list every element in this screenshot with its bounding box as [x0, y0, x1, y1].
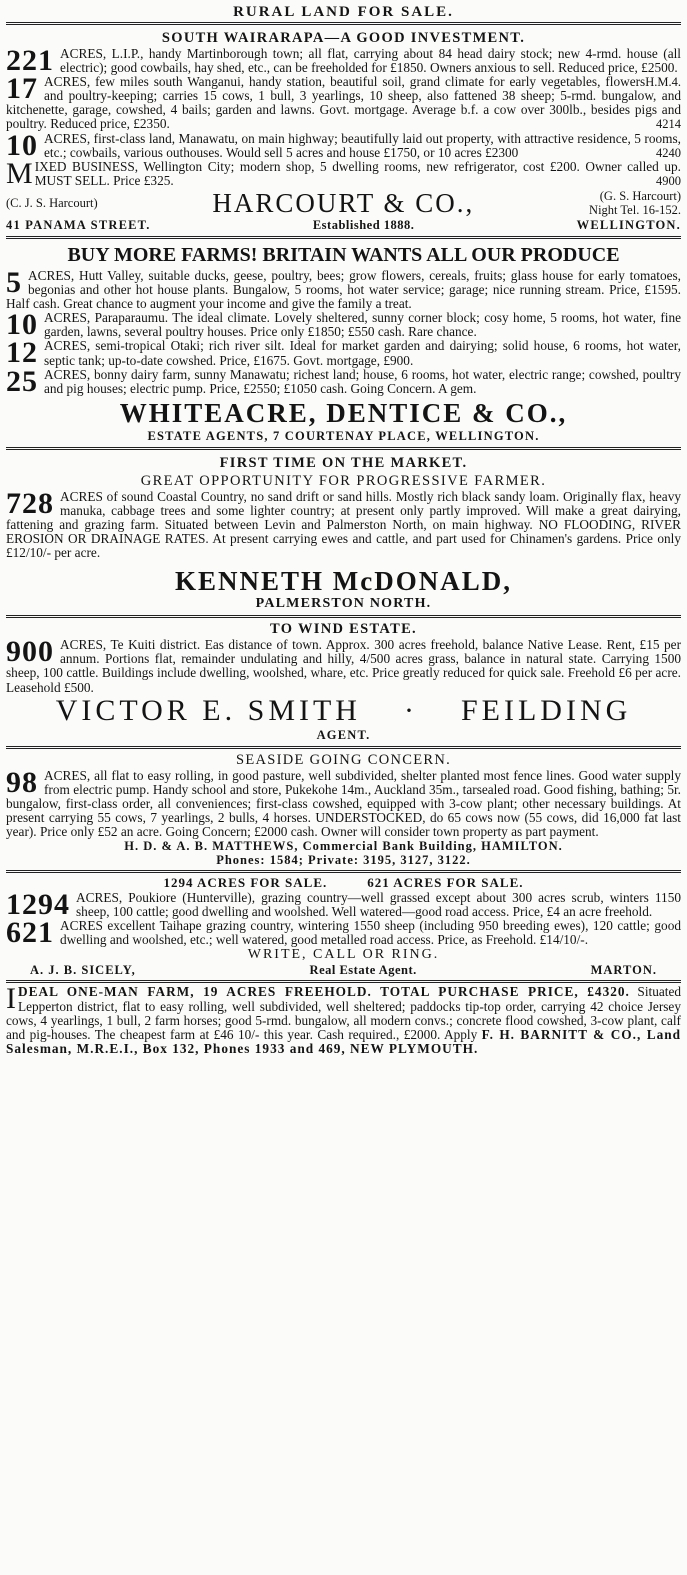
agent-name: KENNETH McDONALD, [175, 566, 512, 597]
section-heading: RURAL LAND FOR SALE. [233, 4, 454, 20]
agent-label: AGENT. [316, 727, 371, 742]
listing-text: ACRES, L.I.P., handy Martinborough town; all flat, carrying about 84 head dairy stock; new 4-rmd. house (all electric); good cowbails, hay shed, etc., can be freeholded for £1850. Owners anxious to sell. Reduced price, £2500. [60, 46, 681, 76]
agent-left-note: (C. J. S. Harcourt) [6, 195, 98, 210]
agent-title: Real Estate Agent. [309, 963, 417, 978]
barnitt-ad [6, 983, 681, 1058]
agent-name: A. J. B. SICELY, [30, 963, 136, 978]
agent-right-note [589, 189, 681, 217]
listing-acres: 1294 [6, 888, 70, 922]
listing-ref: 4900 [656, 173, 681, 188]
listing [6, 308, 681, 342]
agent-town: MARTON. [590, 963, 657, 978]
listing [6, 985, 681, 1055]
smith-ad [6, 618, 681, 745]
listing [6, 72, 681, 132]
listing [6, 336, 681, 370]
agent-right-note-1: (G. S. Harcourt) [599, 188, 681, 203]
listing-text: ACRES, Poukiore (Hunterville), grazing country—well grassed except about 300 acres scrub, winters 1150 sheep, 100 cattle; good dwelling and woolshed. Well watered—good road access. Price, £4 an acre freehold. [76, 890, 681, 920]
ad-title: SEASIDE GOING CONCERN. [235, 751, 452, 768]
listing [6, 364, 681, 398]
listing-acres: 728 [6, 486, 54, 520]
listing-text: ACRES, semi-tropical Otaki; rich river silt. Ideal for market garden and dairying; solid house, 6 rooms, hot water, septic tank; up-to-date cowshed. Price, £1675. Govt. mortgage, £900. [44, 338, 681, 368]
agent-line [6, 963, 681, 977]
listing [6, 916, 681, 950]
listing-acres: 5 [6, 265, 22, 299]
listing [6, 486, 681, 561]
agent-contact: H. D. & A. B. MATTHEWS, Commercial Bank Building, HAMILTON. [124, 839, 563, 854]
agent-address: 41 PANAMA STREET. [6, 217, 151, 232]
listing-acres: 10 [6, 308, 38, 342]
agent-right-note-2: Night Tel. 16-152. [589, 202, 681, 217]
listing-text: ACRES, bonny dairy farm, sunny Manawatu; richest land; house, 6 rooms, hot water, electric range; cowshed, poultry and pig houses; electric pump. Price, £2550; £1050 cash. Going Concern. A gem. [44, 366, 681, 396]
matthews-ad [6, 749, 681, 870]
listing [6, 156, 681, 190]
listing [6, 888, 681, 922]
listing-headline: DEAL ONE-MAN FARM, 19 ACRES FREEHOLD. TOTAL PURCHASE PRICE, £4320. [18, 984, 630, 1000]
listing-text: ACRES, all flat to easy rolling, in good pasture, well subdivided, shelter planted most fence lines. Good water supply from electric pump. Handy school and store, Pukekohe 14m., Auckland 35m., tarsealed road. Good fishing, bathing; 5r. bungalow, first-class order, all conveniences; first-class cowshed, equipped with 3-cow plant; other necessary buildings. At present carrying 55 cows, 7 yearlings, 2 bulls, 4 horses. UNDERSTOCKED, do 65 cows now (55 cows, did 16,000 fat last year). Price only £52 an acre. Going Concern; £2000 cash. Owner will consider town property as part payment. [6, 767, 681, 839]
agent-town: FEILDING [460, 693, 632, 727]
listing-acres: 17 [6, 72, 38, 106]
ad-title: BUY MORE FARMS! BRITAIN WANTS ALL OUR PRODUCE [67, 243, 620, 266]
listing-text: ACRES excellent Taihape grazing country, wintering 1550 sheep (including 950 breeding ewes), 120 cattle; good dwelling and woolshed, etc.; well watered, good metalled road access. Price, as Freehold. £14/10/-. [60, 918, 681, 948]
listing-ref: 4240 [656, 145, 681, 160]
listing-text: IXED BUSINESS, Wellington City; modern shop, 5 dwelling rooms, new refrigerator, cost £200. Owner called up. MUST SELL. Price £325. [34, 158, 681, 188]
harcourt-ad [6, 25, 681, 236]
listing-text: ACRES, Paraparaumu. The ideal climate. Lovely sheltered, sunny corner block; cosy home, 5 rooms, hot water, fine garden, lawns, several poultry houses. Price only £1850; £550 cash. Rare chance. [44, 310, 681, 340]
ad-title: FIRST TIME ON THE MARKET. [219, 454, 468, 471]
agent-line [6, 695, 681, 727]
listing-ref: 4214 [656, 117, 681, 132]
newspaper-page [6, 0, 681, 1059]
call-to-action: WRITE, CALL OR RING. [247, 947, 440, 963]
agent-address: ESTATE AGENTS, 7 COURTENAY PLACE, WELLINGTON. [147, 428, 540, 443]
ad-title-right: 621 ACRES FOR SALE. [367, 875, 524, 891]
agent-established: Established 1888. [312, 217, 415, 232]
listing [6, 128, 681, 162]
listing-acres: 98 [6, 765, 38, 799]
agent-name: VICTOR E. SMITH [55, 693, 361, 727]
listing [6, 265, 681, 312]
listing-text: ACRES, Te Kuiti district. Eas distance of town. Approx. 300 acres freehold, balance Native Lease. Rent, £15 per annum. Portions flat, remainder undulating and hilly, 4/500 acres grass, balance in natural state. Carrying 1500 sheep, 100 cattle. Buildings include dwelling, woolshed, whare, etc. Price greatly reduced for quick sale. Freehold £6 per acre. Leasehold £500. [6, 637, 681, 695]
listing-acres: 12 [6, 336, 38, 370]
agent-line [6, 188, 681, 218]
listing-text: ACRES, Hutt Valley, suitable ducks, geese, poultry, bees; grow flowers, cereals, fruits; glass house for early tomatoes, begonias and other hot house plants. Bungalow, 5 rooms, hot water service; garage; nice running stream. Price, £1595. Half cash. Great chance to augment your income and give the family a treat. [6, 267, 681, 312]
listing [6, 765, 681, 839]
listing-text: Situated Lepperton district, flat to easy rolling, well subdivided, well sheltered; paddocks tip-top order, carrying 42 choice Jersey cows, 4 yearlings, 1 bull, 2 farm horses; good 5-rmd. bungalow, all modern convs.; concrete flood cowshed, 3-cow plant, calf and pig-houses. The cheapest farm at £46 10/- this year. Cash required., £2000. Apply [6, 984, 681, 1042]
listing-acres: 621 [6, 916, 54, 950]
listing-ref: H.M.4. [645, 75, 681, 90]
agent-city: PALMERSTON NORTH. [255, 596, 432, 612]
address-line [6, 218, 681, 233]
listing-dropcap: M [6, 156, 33, 190]
separator-dot: · [403, 693, 418, 727]
ad-title [6, 875, 681, 891]
agent-name: F. H. BARNITT & CO., Land Salesman, M.R.E.I., Box 132, Phones 1933 and 469, NEW PLYMOUTH. [6, 1026, 681, 1056]
ad-title: TO WIND ESTATE. [270, 621, 417, 638]
listing [6, 635, 681, 695]
listing-text: ACRES, first-class land, Manawatu, on main highway; beautifully laid out property, with attractive residence, 5 rooms, etc.; cowbails, various outhouses. Would sell 5 acres and house £1750, or 10 acres £2300 [44, 130, 681, 160]
agent-name: WHITEACRE, DENTICE & CO., [119, 397, 568, 428]
listing-acres: 25 [6, 364, 38, 398]
ad-title: SOUTH WAIRARAPA—A GOOD INVESTMENT. [161, 30, 526, 46]
listing-text: ACRES, few miles south Wanganui, handy station, beautiful soil, grand climate for early vegetables, flowers and poultry-keeping; carries 15 cows, 1 bull, 3 yearlings, 10 sheep, also fattened 38 sheep; 5-rmd. bungalow, and kitchenette, garage, cowshed, 4 bails; garden and lawns. Govt. mortgage. Average b.f. a cow over 300lb., besides pigs and poultry. Reduced price, £2350. [6, 74, 681, 132]
listing-acres: 10 [6, 128, 38, 162]
listing-text: ACRES of sound Coastal Country, no sand drift or sand hills. Mostly rich black sandy loam. Originally flax, heavy manuka, cabbage trees and some lighter country; at present only partly improved. Will make a great dairying, fattening and grazing farm. Situated between Levin and Palmerston North, on main highway. NO FLOODING, RIVER EROSION OR DRAINAGE RATES. At present carrying ewes and cattle, and part used for Chinamen's gardens. Price only £12/10/- per acre. [6, 488, 681, 561]
agent-name: HARCOURT & CO., [212, 187, 475, 218]
sicely-ad [6, 873, 681, 980]
ad-title-left: 1294 ACRES FOR SALE. [163, 875, 328, 891]
mcdonald-ad [6, 450, 681, 615]
listing-dropcap: I [6, 983, 16, 1016]
listing-acres: 900 [6, 635, 54, 669]
whiteacre-ad [6, 239, 681, 447]
agent-phones: Phones: 1584; Private: 3195, 3127, 3122. [216, 853, 471, 868]
listing-acres: 221 [6, 44, 54, 77]
agent-city: WELLINGTON. [576, 217, 681, 232]
ad-subtitle: GREAT OPPORTUNITY FOR PROGRESSIVE FARMER. [140, 472, 547, 489]
